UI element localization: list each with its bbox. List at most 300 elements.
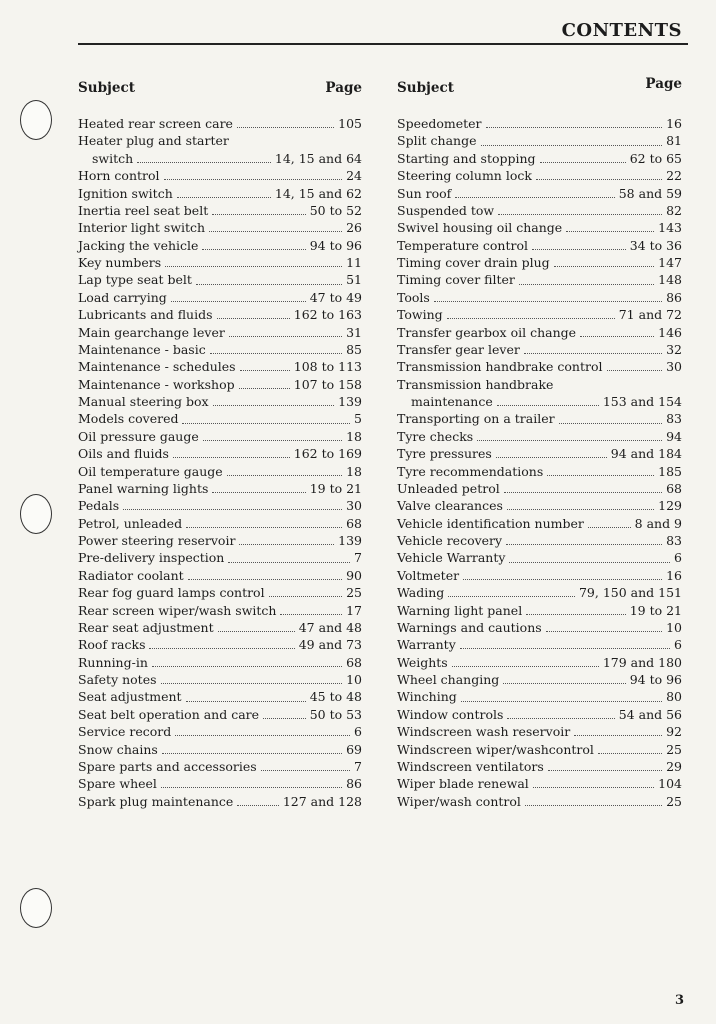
index-entry [397,532,682,549]
index-entry [78,306,362,323]
index-entry [78,393,362,410]
index-entry [78,185,362,202]
entry-subject: Spark plug maintenance [78,793,234,809]
entry-subject: Wiper/wash control [397,793,521,809]
dot-leader [218,631,295,632]
dot-leader [237,805,279,806]
dot-leader [548,770,662,771]
dot-leader [559,423,663,424]
entry-page: 17 [346,602,362,618]
entry-page: 32 [666,341,682,357]
entry-subject: Wiper blade renewal [397,776,529,792]
dot-leader [240,370,290,371]
dot-leader [196,284,342,285]
entry-subject: Power steering reservoir [78,533,236,548]
entry-subject: Main gearchange lever [78,324,225,340]
entry-page: 22 [666,168,682,184]
entry-subject: Oil pressure gauge [78,428,199,444]
index-entry [397,654,682,671]
entry-page: 85 [346,341,362,357]
dot-leader [175,735,350,736]
index-entry [397,167,682,184]
index-entry [78,654,362,671]
entry-subject: Warning light panel [397,602,523,618]
entry-page: 34 to 36 [629,237,682,253]
dot-leader [496,457,607,458]
entry-page: 79, 150 and 151 [578,585,682,601]
index-entry [397,150,682,167]
entry-page: 94 to 96 [629,672,682,687]
index-entry [397,410,682,427]
dot-leader [477,440,662,441]
dot-leader [598,753,662,754]
entry-page: 68 [666,480,682,496]
entry-page: 62 to 65 [629,150,682,166]
binder-hole-middle [20,494,52,534]
dot-leader [434,301,662,302]
entry-subject: Swivel housing oil change [397,220,563,236]
entry-page: 14, 15 and 62 [274,185,362,201]
entry-page: 29 [666,758,682,774]
entry-page: 31 [346,324,362,340]
entry-page: 10 [346,672,362,687]
dot-leader [212,214,305,215]
entry-subject: Radiator coolant [78,567,184,583]
index-entry [78,376,362,393]
entry-subject: Windscreen ventilators [397,758,544,774]
index-entry [78,115,362,132]
entry-page: 153 and 154 [602,394,682,409]
entry-page: 11 [346,255,362,270]
dot-leader [481,145,663,146]
index-entry [397,602,682,619]
index-entry [397,358,682,375]
entry-page: 139 [338,394,362,409]
entry-subject: Maintenance - basic [78,341,206,357]
entry-page: 47 and 48 [298,619,362,635]
dot-leader [536,179,662,180]
entry-page: 49 and 73 [298,637,362,653]
dot-leader [164,179,343,180]
page-title: CONTENTS [561,20,682,41]
entry-subject: Warnings and cautions [397,619,542,635]
entry-subject: Temperature control [397,237,528,253]
index-entry [397,515,682,532]
entry-page: 129 [658,498,682,514]
dot-leader [509,562,670,563]
entry-page: 68 [346,515,362,531]
entry-page: 6 [674,637,682,653]
dot-leader [452,666,599,667]
dot-leader [162,753,342,754]
entry-page: 162 to 169 [293,446,362,462]
index-entry [78,619,362,636]
index-entry [397,271,682,288]
entry-subject: Horn control [78,168,160,184]
dot-leader [229,336,342,337]
entry-subject: Transporting on a trailer [397,411,555,427]
entry-page: 162 to 163 [293,307,362,323]
entry-subject: Rear fog guard lamps control [78,585,265,601]
index-entry [397,376,682,393]
index-entry [78,324,362,341]
entry-page: 82 [666,202,682,218]
dot-leader [182,423,350,424]
index-entry [78,150,362,167]
index-entry [78,636,362,653]
entry-subject: Windscreen wash reservoir [397,724,571,740]
entry-page: 94 [666,428,682,444]
dot-leader [261,770,350,771]
entry-subject: Oil temperature gauge [78,463,223,479]
entry-page: 107 to 158 [293,376,362,392]
entry-subject: Oils and fluids [78,446,169,462]
entry-page: 86 [666,289,682,305]
index-entry [397,584,682,601]
index-entry [397,688,682,705]
entry-page: 8 and 9 [634,515,682,531]
entry-page: 30 [666,359,682,375]
dot-leader [503,683,625,684]
entry-subject: Rear screen wiper/wash switch [78,602,277,618]
entry-subject: Snow chains [78,741,158,757]
index-entry [397,463,682,480]
index-entry [78,671,362,688]
entry-page: 7 [354,550,362,566]
index-entry [397,775,682,792]
index-entry [397,497,682,514]
entry-page: 94 and 184 [610,446,682,462]
index-entry [397,428,682,445]
entry-subject: Vehicle recovery [397,533,503,548]
dot-leader [460,648,670,649]
index-entry [397,549,682,566]
index-entry [78,132,362,149]
entry-subject: Speedometer [397,116,482,131]
index-entry [397,567,682,584]
index-entry [397,115,682,132]
entry-subject: Transfer gearbox oil change [397,324,577,340]
entry-subject: Maintenance - schedules [78,359,236,375]
dot-leader [547,475,654,476]
entry-subject: Pedals [78,498,120,514]
entry-subject: Tyre recommendations [397,463,544,479]
index-entry [397,636,682,653]
entry-subject: Sun roof [397,185,452,201]
index-entry [397,202,682,219]
entry-subject: Vehicle identification number [397,515,584,531]
entry-subject: Load carrying [78,289,167,305]
index-entry [78,202,362,219]
index-entry [78,271,362,288]
entry-subject: Ignition switch [78,185,173,201]
index-entry [78,410,362,427]
dot-leader [546,631,662,632]
entry-subject: Seat belt operation and care [78,706,260,722]
index-entry [78,341,362,358]
entry-subject: Tyre checks [397,428,474,444]
entry-subject: Inertia reel seat belt [78,202,209,218]
entry-subject: Petrol, unleaded [78,515,183,531]
entry-page: 7 [354,758,362,774]
index-entry [397,254,682,271]
entry-subject: Winching [397,689,457,705]
dot-leader [519,284,654,285]
entry-page: 86 [346,776,362,792]
binder-hole-bottom [20,888,52,928]
title-rule [78,43,688,45]
index-entry [78,428,362,445]
dot-leader [526,614,625,615]
dot-leader [171,301,306,302]
entry-page: 105 [338,116,362,131]
dot-leader [461,701,662,702]
dot-leader [186,701,306,702]
dot-leader [533,787,654,788]
index-entry [78,706,362,723]
entry-page: 71 and 72 [618,307,682,323]
entry-page: 25 [346,585,362,601]
index-entry [78,567,362,584]
entry-page: 25 [666,741,682,757]
dot-leader [455,197,614,198]
dot-leader [263,718,306,719]
dot-leader [580,336,654,337]
entry-page: 45 to 48 [309,689,362,705]
dot-leader [507,509,654,510]
index-entry [397,480,682,497]
dot-leader [507,718,614,719]
entry-subject: Lap type seat belt [78,272,192,288]
dot-leader [269,596,343,597]
entry-subject: Heated rear screen care [78,116,233,131]
entry-subject: Weights [397,654,448,670]
dot-leader [504,492,662,493]
dot-leader [203,440,342,441]
entry-page: 108 to 113 [293,359,362,375]
entry-subject: Timing cover filter [397,272,515,288]
entry-subject: Unleaded petrol [397,480,500,496]
entry-subject: Valve clearances [397,498,503,514]
entry-page: 80 [666,689,682,705]
entry-page: 47 to 49 [309,289,362,305]
dot-leader [149,648,294,649]
index-entry [397,445,682,462]
index-entry [397,289,682,306]
entry-subject: Towing [397,307,443,323]
dot-leader [486,127,663,128]
entry-subject: Service record [78,724,172,740]
entry-page: 54 and 56 [618,706,682,722]
index-entry [397,324,682,341]
entry-page: 16 [666,567,682,583]
entry-subject: Wading [397,585,445,601]
entry-subject: Interior light switch [78,220,206,236]
dot-leader [554,266,654,267]
entry-subject: Rear seat adjustment [78,619,214,635]
entry-page: 19 to 21 [309,480,362,496]
entry-subject: maintenance [411,394,493,409]
entry-subject: Lubricants and fluids [78,307,213,323]
index-entry [78,358,362,375]
entry-subject: Models covered [78,411,179,427]
dot-leader [209,231,342,232]
index-entry [397,306,682,323]
index-entry [78,775,362,792]
dot-leader [532,249,626,250]
entry-page: 139 [338,533,362,548]
entry-page: 10 [666,619,682,635]
dot-leader [173,457,290,458]
dot-leader [186,527,342,528]
right-column-header [397,76,682,98]
entry-subject: Starting and stopping [397,150,536,166]
index-entry [397,237,682,254]
index-entry [78,532,362,549]
index-entry [78,602,362,619]
entry-page: 14, 15 and 64 [274,150,362,166]
entry-page: 90 [346,567,362,583]
index-entry [397,341,682,358]
entry-subject: Panel warning lights [78,480,209,496]
dot-leader [188,579,342,580]
page-heading: Page [325,80,362,96]
entry-page: 6 [354,724,362,740]
entry-subject: Spare parts and accessories [78,758,257,774]
dot-leader [498,214,662,215]
entry-subject: Tools [397,289,430,305]
index-entry [78,254,362,271]
dot-leader [506,544,662,545]
entry-subject: Window controls [397,706,504,722]
index-entry [78,793,362,810]
entry-page: 147 [658,255,682,270]
dot-leader [588,527,631,528]
index-entry [78,584,362,601]
dot-leader [228,562,350,563]
entry-page: 148 [658,272,682,288]
dot-leader [497,405,599,406]
entry-subject: Spare wheel [78,776,157,792]
right-entry-list [397,115,682,810]
index-entry [397,723,682,740]
index-entry [78,723,362,740]
index-entry [78,237,362,254]
entry-subject: Wheel changing [397,672,500,687]
page-heading: Page [645,76,682,92]
entry-page: 51 [346,272,362,288]
index-entry [397,706,682,723]
dot-leader [525,805,662,806]
dot-leader [165,266,342,267]
index-entry [78,515,362,532]
index-entry [397,219,682,236]
entry-subject: Steering column lock [397,168,532,184]
entry-page: 19 to 21 [629,602,682,618]
entry-page: 68 [346,654,362,670]
entry-subject: Windscreen wiper/washcontrol [397,741,594,757]
right-column [397,76,682,810]
dot-leader [574,735,662,736]
dot-leader [280,614,342,615]
index-entry [78,463,362,480]
index-entry [78,445,362,462]
entry-page: 18 [346,463,362,479]
entry-page: 83 [666,411,682,427]
entry-subject: Key numbers [78,255,162,270]
index-entry [78,289,362,306]
entry-subject: Pre-delivery inspection [78,550,225,566]
index-entry [397,185,682,202]
entry-page: 94 to 96 [309,237,362,253]
dot-leader [239,388,290,389]
entry-subject: Roof racks [78,637,146,653]
dot-leader [217,318,290,319]
entry-subject: Running-in [78,654,148,670]
dot-leader [161,787,342,788]
index-entry [397,671,682,688]
dot-leader [152,666,342,667]
entry-page: 146 [658,324,682,340]
entry-subject: Warranty [397,637,456,653]
dot-leader [463,579,662,580]
entry-subject: Voltmeter [397,567,460,583]
index-entry [397,619,682,636]
entry-page: 16 [666,116,682,131]
entry-subject: Seat adjustment [78,689,182,705]
dot-leader [202,249,305,250]
index-entry [78,497,362,514]
entry-page: 127 and 128 [282,793,362,809]
entry-page: 69 [346,741,362,757]
index-entry [397,758,682,775]
entry-subject: Transfer gear lever [397,341,520,357]
entry-subject: switch [92,150,134,166]
dot-leader [566,231,654,232]
entry-page: 179 and 180 [602,654,682,670]
dot-leader [447,318,615,319]
dot-leader [213,405,335,406]
index-entry [397,741,682,758]
dot-leader [227,475,342,476]
entry-subject: Jacking the vehicle [78,237,199,253]
index-entry [78,758,362,775]
entry-page: 104 [658,776,682,792]
subject-heading: Subject [397,80,454,96]
index-entry [78,549,362,566]
entry-page: 81 [666,133,682,149]
dot-leader [237,127,334,128]
left-entry-list [78,115,362,810]
dot-leader [123,509,342,510]
entry-subject: Timing cover drain plug [397,255,550,270]
entry-subject: Transmission handbrake [397,376,554,392]
left-column [78,80,362,810]
entry-page: 18 [346,428,362,444]
index-entry [397,132,682,149]
index-entry [78,219,362,236]
entry-page: 30 [346,498,362,514]
entry-subject: Maintenance - workshop [78,376,235,392]
entry-subject: Transmission handbrake control [397,359,603,375]
dot-leader [177,197,271,198]
dot-leader [239,544,334,545]
dot-leader [212,492,305,493]
entry-subject: Split change [397,133,477,149]
dot-leader [161,683,343,684]
dot-leader [448,596,575,597]
entry-page: 5 [354,411,362,427]
